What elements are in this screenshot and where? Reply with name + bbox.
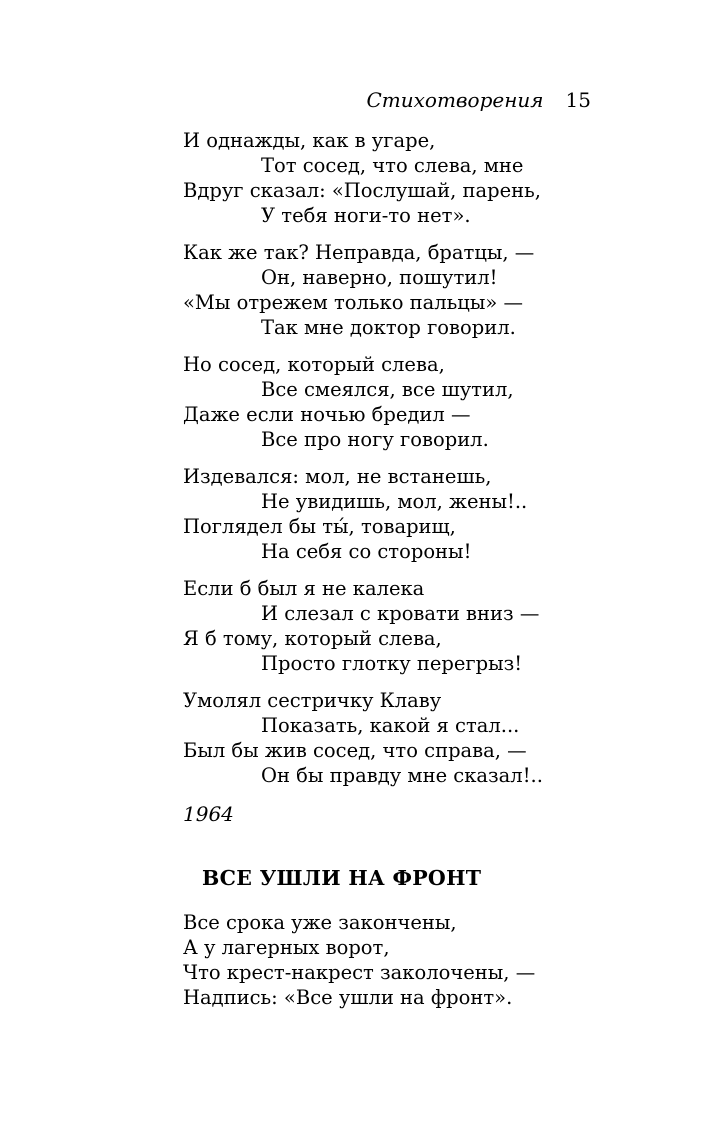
verse-line: Все про ногу говорил. — [261, 428, 489, 451]
stanza — [183, 910, 603, 1010]
page-number: 15 — [565, 88, 591, 112]
verse-line: Не увидишь, мол, жены!.. — [261, 490, 528, 513]
poem-text — [183, 128, 603, 827]
verse-line: Поглядел бы ты́, товарищ, — [183, 515, 456, 538]
verse-line: Тот сосед, что слева, мне — [261, 154, 524, 177]
stanza — [183, 352, 603, 452]
verse-line: Он бы правду мне сказал!.. — [261, 764, 543, 787]
poem-text — [183, 910, 603, 1022]
stanza — [183, 464, 603, 564]
verse-line: Просто глотку перегрыз! — [261, 652, 523, 675]
verse-line: Все смеялся, все шутил, — [261, 378, 514, 401]
verse-line: «Мы отрежем только пальцы» — — [183, 291, 523, 314]
verse-line: Умолял сестричку Клаву — [183, 689, 442, 712]
verse-line: Все срока уже закончены, — [183, 911, 457, 934]
verse-line: Если б был я не калека — [183, 577, 425, 600]
verse-line: Показать, какой я стал... — [261, 714, 520, 737]
verse-line: Издевался: мол, не встанешь, — [183, 465, 492, 488]
verse-line: И однажды, как в угаре, — [183, 129, 436, 152]
stanza — [183, 688, 603, 788]
verse-line: Так мне доктор говорил. — [261, 316, 516, 339]
stanza — [183, 576, 603, 676]
running-head — [366, 88, 591, 112]
verse-line: Был бы жив сосед, что справа, — — [183, 739, 527, 762]
verse-line: И слезал с кровати вниз — — [261, 602, 540, 625]
verse-line: Но сосед, который слева, — [183, 353, 445, 376]
verse-line: А у лагерных ворот, — [183, 936, 390, 959]
verse-line: Что крест-накрест заколочены, — — [183, 961, 536, 984]
verse-line: Надпись: «Все ушли на фронт». — [183, 986, 513, 1009]
verse-line: Даже если ночью бредил — — [183, 403, 471, 426]
verse-line: Я б тому, который слева, — [183, 627, 442, 650]
verse-line: Как же так? Неправда, братцы, — — [183, 241, 535, 264]
verse-line: Вдруг сказал: «Послушай, парень, — [183, 179, 541, 202]
verse-line: У тебя ноги-то нет». — [261, 204, 471, 227]
stanza — [183, 128, 603, 228]
running-title: Стихотворения — [366, 88, 544, 112]
stanza — [183, 240, 603, 340]
poem-date: 1964 — [183, 802, 234, 826]
verse-line: На себя со стороны! — [261, 540, 472, 563]
verse-line: Он, наверно, пошутил! — [261, 266, 498, 289]
poem-title: ВСЕ УШЛИ НА ФРОНТ — [202, 866, 482, 890]
